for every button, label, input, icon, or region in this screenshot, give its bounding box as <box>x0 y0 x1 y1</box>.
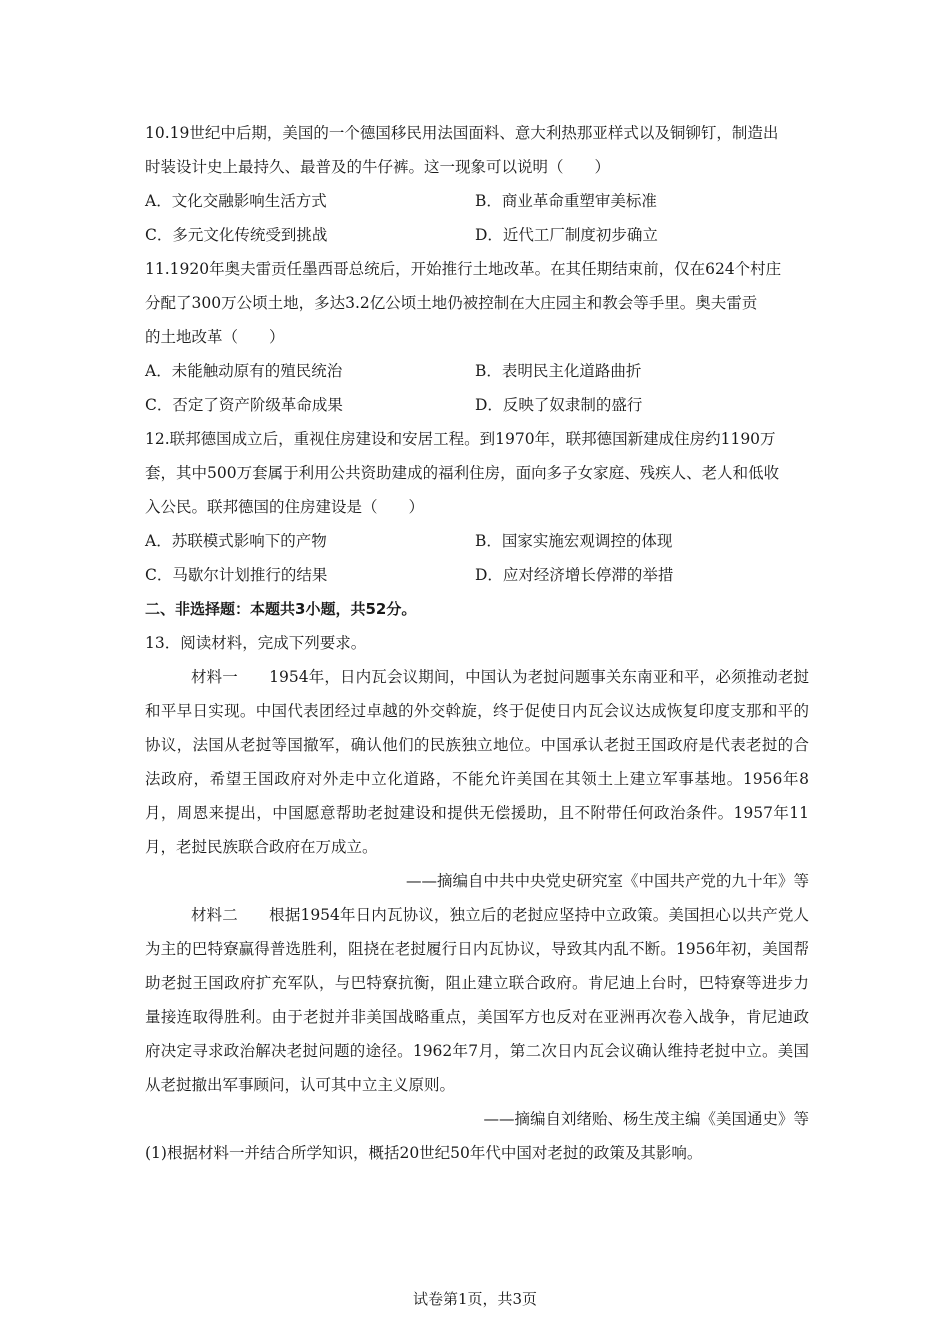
material-2-text: 材料二 根据1954年日内瓦协议，独立后的老挝应坚持中立政策。美国担心以共产党人为主的巴特寮赢得普选胜利，阻挠在老挝履行日内瓦协议，导致其内乱不断。1956年初，美国帮助老挝王国政府扩充军队，与巴特寮抗衡，阻止建立联合政府。肯尼迪上台时，巴特寮等进步力量接连取得胜利。由于老挝并非美国战略重点，美国军方也反对在亚洲再次卷入战争，肯尼迪政府决定寻求政治解决老挝问题的途径。1962年7月，第二次日内瓦会议确认维持老挝中立。美国从老挝撤出军事顾问，认可其中立主义原则。 <box>145 906 809 1094</box>
question-10-options-row-2 <box>145 218 809 252</box>
question-10-options-row-1 <box>145 184 809 218</box>
option-b: B．表明民主化道路曲折 <box>475 362 642 380</box>
question-12-options-row-2 <box>145 558 809 592</box>
question-11-options-row-2 <box>145 388 809 422</box>
material-1-text: 材料一 1954年，日内瓦会议期间，中国认为老挝问题事关东南亚和平，必须推动老挝和平早日实现。中国代表团经过卓越的外交斡旋，终于促使日内瓦会议达成恢复印度支那和平的协议，法国从老挝等国撤军，确认他们的民族独立地位。中国承认老挝王国政府是代表老挝的合法政府，希望王国政府对外走中立化道路，不能允许美国在其领土上建立军事基地。1956年8月，周恩来提出，中国愿意帮助老挝建设和提供无偿援助，且不附带任何政治条件。1957年11月，老挝民族联合政府在万成立。 <box>145 668 809 856</box>
question-12-line-3: 入公民。联邦德国的住房建设是（ ） <box>145 498 425 516</box>
question-10 <box>145 116 809 252</box>
page-content <box>145 116 809 1170</box>
section-title: 二、非选择题：本题共3小题，共52分。 <box>145 600 417 618</box>
question-11 <box>145 252 809 422</box>
question-12-line-2: 套，其中500万套属于利用公共资助建成的福利住房，面向多子女家庭、残疾人、老人和低收 <box>145 464 780 482</box>
material-1-source: ——摘编自中共中央党史研究室《中国共产党的九十年》等 <box>405 872 809 890</box>
material-2-source: ——摘编自刘绪贻、杨生茂主编《美国通史》等 <box>483 1110 809 1128</box>
option-a: A．文化交融影响生活方式 <box>145 192 327 210</box>
question-13-intro: 13．阅读材料，完成下列要求。 <box>145 634 367 652</box>
sub-question-1: (1)根据材料一并结合所学知识，概括20世纪50年代中国对老挝的政策及其影响。 <box>145 1144 703 1162</box>
option-a: A．苏联模式影响下的产物 <box>145 532 327 550</box>
page-footer: 试卷第1页，共3页 <box>412 1290 538 1308</box>
option-a: A．未能触动原有的殖民统治 <box>145 362 343 380</box>
option-c: C．否定了资产阶级革命成果 <box>145 396 343 414</box>
option-b: B．商业革命重塑审美标准 <box>475 192 657 210</box>
option-d: D．反映了奴隶制的盛行 <box>475 396 643 414</box>
question-10-line-1: 10.19世纪中后期，美国的一个德国移民用法国面料、意大利热那亚样式以及铜铆钉，制造出 <box>145 124 779 142</box>
question-11-line-3: 的土地改革（ ） <box>145 328 285 346</box>
question-12-options-row-1 <box>145 524 809 558</box>
question-11-line-2: 分配了300万公顷土地，多达3.2亿公顷土地仍被控制在大庄园主和教会等手里。奥夫雷贡 <box>145 294 758 312</box>
option-d: D．近代工厂制度初步确立 <box>475 226 658 244</box>
option-c: C．多元文化传统受到挑战 <box>145 226 328 244</box>
question-10-line-2: 时装设计史上最持久、最普及的牛仔裤。这一现象可以说明（ ） <box>145 158 611 176</box>
question-11-options-row-1 <box>145 354 809 388</box>
option-b: B．国家实施宏观调控的体现 <box>475 532 673 550</box>
option-c: C．马歇尔计划推行的结果 <box>145 566 328 584</box>
question-12 <box>145 422 809 592</box>
question-11-line-1: 11.1920年奥夫雷贡任墨西哥总统后，开始推行土地改革。在其任期结束前，仅在624个村庄 <box>145 260 782 278</box>
option-d: D．应对经济增长停滞的举措 <box>475 566 674 584</box>
question-12-line-1: 12.联邦德国成立后，重视住房建设和安居工程。到1970年，联邦德国新建成住房约1190万 <box>145 430 776 448</box>
